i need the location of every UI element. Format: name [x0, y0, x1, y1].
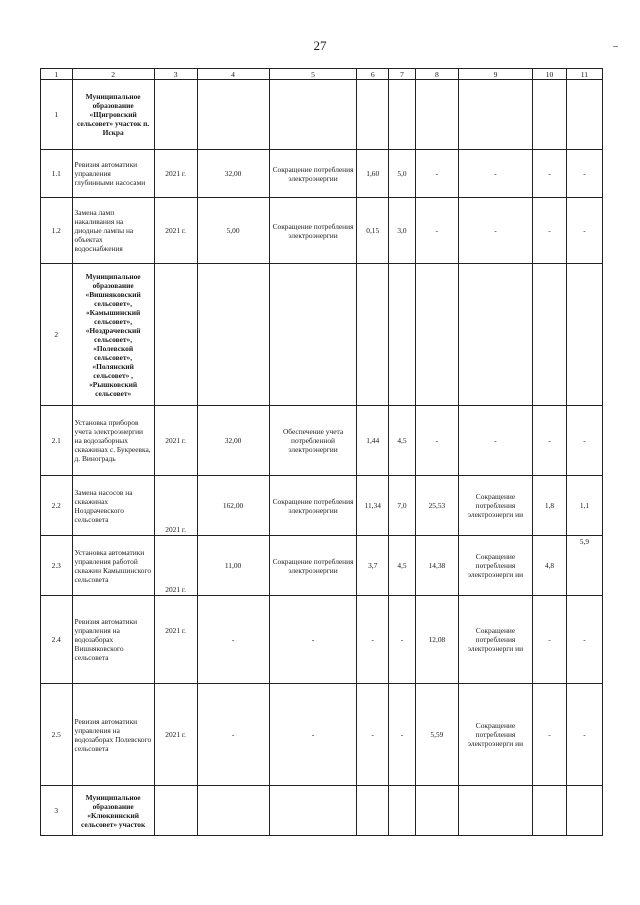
- cost-cell: 5,00: [197, 198, 269, 264]
- value-cell: [416, 786, 459, 836]
- cost-cell: [197, 786, 269, 836]
- value-cell: [388, 80, 415, 150]
- value-cell: 7,0: [388, 476, 415, 536]
- value-cell: -: [566, 596, 602, 684]
- value-cell: [388, 264, 415, 406]
- header-cell: 11: [566, 69, 602, 80]
- effect-cell: Сокращение потребления электроэнерги ии: [458, 684, 532, 786]
- table-row: [41, 476, 603, 536]
- scan-mark: [613, 46, 618, 47]
- value-cell: [357, 80, 389, 150]
- effect-cell: Сокращение потребления электроэнергии: [269, 536, 357, 596]
- value-cell: [533, 786, 567, 836]
- value-cell: -: [357, 596, 389, 684]
- cost-cell: [197, 80, 269, 150]
- table-row: [41, 684, 603, 786]
- period-cell: 2021 г.: [154, 476, 197, 536]
- value-cell: -: [416, 198, 459, 264]
- row-number: 2.1: [41, 406, 73, 476]
- row-number: 1.1: [41, 150, 73, 198]
- value-cell: [533, 264, 567, 406]
- header-cell: 8: [416, 69, 459, 80]
- value-cell: 0,15: [357, 198, 389, 264]
- row-number: 2.4: [41, 596, 73, 684]
- cost-cell: -: [197, 596, 269, 684]
- effect-cell: -: [269, 684, 357, 786]
- effect-cell: [269, 80, 357, 150]
- value-cell: -: [458, 406, 532, 476]
- measure-name: Замена насосов на скважинах Ноздрачевского сельсовета: [72, 476, 154, 536]
- table-row: [41, 198, 603, 264]
- effect-cell: [269, 264, 357, 406]
- value-cell: [458, 786, 532, 836]
- value-cell: 4,8: [533, 536, 567, 596]
- header-cell: 5: [269, 69, 357, 80]
- measure-name: Установка автоматики управления работой скважин Камышинского сельсовета: [72, 536, 154, 596]
- effect-cell: Сокращение потребления электроэнергии: [269, 476, 357, 536]
- effect-cell: Сокращение потребления электроэнерги ии: [458, 536, 532, 596]
- measure-name: Ревизия автоматики управления на водозаборах Полевского сельсовета: [72, 684, 154, 786]
- effect-cell: [458, 80, 532, 150]
- page-number: 27: [313, 38, 327, 53]
- period-cell: 2021 г.: [154, 596, 197, 684]
- cost-cell: -: [197, 684, 269, 786]
- effect-cell: [269, 786, 357, 836]
- table-row: [41, 596, 603, 684]
- cost-cell: 32,00: [197, 406, 269, 476]
- value-cell: 11,34: [357, 476, 389, 536]
- value-cell: [357, 786, 389, 836]
- value-cell: [416, 80, 459, 150]
- header-cell: 6: [357, 69, 389, 80]
- effect-cell: -: [269, 596, 357, 684]
- row-number: 3: [41, 786, 73, 836]
- value-cell: 5,9: [566, 536, 602, 596]
- row-number: 1: [41, 80, 73, 150]
- measure-name: Муниципальное образование «Клюквинский сельсовет» участок: [72, 786, 154, 836]
- value-cell: [357, 264, 389, 406]
- row-number: 1.2: [41, 198, 73, 264]
- measure-name: Установка приборов учета электроэнергии на водозаборных скважинах с. Букреевка, д. Виноградь: [72, 406, 154, 476]
- period-cell: [154, 264, 197, 406]
- value-cell: -: [566, 684, 602, 786]
- measure-name: Ревизия автоматики управления глубинными насосами: [72, 150, 154, 198]
- table-row: [41, 264, 603, 406]
- value-cell: [533, 80, 567, 150]
- value-cell: -: [533, 406, 567, 476]
- value-cell: -: [416, 150, 459, 198]
- value-cell: -: [416, 406, 459, 476]
- value-cell: -: [458, 150, 532, 198]
- table-row: [41, 406, 603, 476]
- measure-name: Муниципальное образование «Вишняковский сельсовет», «Камышинский сельсовет», «Ноздрачевский сельсовет», «Полевской сельсовет», «Полянский сельсовет» , «Рышковский сельсовет»: [72, 264, 154, 406]
- header-cell: 3: [154, 69, 197, 80]
- value-cell: -: [533, 596, 567, 684]
- measure-name: Ревизия автоматики управления на водозаборах Вишняковского сельсовета: [72, 596, 154, 684]
- header-cell: 2: [72, 69, 154, 80]
- header-cell: 4: [197, 69, 269, 80]
- value-cell: 1,1: [566, 476, 602, 536]
- cost-cell: [197, 264, 269, 406]
- value-cell: 5,59: [416, 684, 459, 786]
- table-row: [41, 150, 603, 198]
- cost-cell: 162,00: [197, 476, 269, 536]
- value-cell: -: [458, 198, 532, 264]
- value-cell: 1,8: [533, 476, 567, 536]
- period-cell: 2021 г.: [154, 198, 197, 264]
- header-cell: 7: [388, 69, 415, 80]
- value-cell: 3,7: [357, 536, 389, 596]
- header-cell: 10: [533, 69, 567, 80]
- measure-name: Замена ламп накаливания на диодные лампы на объектах водоснабжения: [72, 198, 154, 264]
- effect-cell: Сокращение потребления электроэнергии: [269, 150, 357, 198]
- row-number: 2.5: [41, 684, 73, 786]
- value-cell: -: [566, 406, 602, 476]
- measure-name: Муниципальное образование «Щигровский сельсовет» участок п. Искра: [72, 80, 154, 150]
- value-cell: -: [566, 150, 602, 198]
- table-row: [41, 80, 603, 150]
- header-cell: 9: [458, 69, 532, 80]
- value-cell: [388, 786, 415, 836]
- row-number: 2.2: [41, 476, 73, 536]
- value-cell: -: [533, 198, 567, 264]
- value-cell: 12,08: [416, 596, 459, 684]
- period-cell: 2021 г.: [154, 536, 197, 596]
- value-cell: 1,44: [357, 406, 389, 476]
- period-cell: 2021 г.: [154, 684, 197, 786]
- row-number: 2: [41, 264, 73, 406]
- cost-cell: 11,00: [197, 536, 269, 596]
- effect-cell: Сокращение потребления электроэнерги ии: [458, 476, 532, 536]
- table-row: [41, 786, 603, 836]
- value-cell: 3,0: [388, 198, 415, 264]
- value-cell: 4,5: [388, 536, 415, 596]
- value-cell: 1,60: [357, 150, 389, 198]
- period-cell: [154, 80, 197, 150]
- row-number: 2.3: [41, 536, 73, 596]
- effect-cell: Обеспечение учета потребленной электроэнергии: [269, 406, 357, 476]
- value-cell: [566, 80, 602, 150]
- measures-table-container: [40, 68, 603, 836]
- period-cell: 2021 г.: [154, 406, 197, 476]
- value-cell: -: [357, 684, 389, 786]
- value-cell: -: [533, 684, 567, 786]
- header-row: [41, 69, 603, 80]
- value-cell: [566, 264, 602, 406]
- value-cell: -: [388, 684, 415, 786]
- value-cell: -: [533, 150, 567, 198]
- value-cell: 5,0: [388, 150, 415, 198]
- period-cell: 2021 г.: [154, 150, 197, 198]
- header-cell: 1: [41, 69, 73, 80]
- value-cell: [566, 786, 602, 836]
- value-cell: 25,53: [416, 476, 459, 536]
- effect-cell: Сокращение потребления электроэнергии: [269, 198, 357, 264]
- measures-table: [40, 68, 603, 836]
- effect-cell: [458, 264, 532, 406]
- value-cell: -: [388, 596, 415, 684]
- value-cell: [416, 264, 459, 406]
- value-cell: 4,5: [388, 406, 415, 476]
- period-cell: [154, 786, 197, 836]
- value-cell: -: [566, 198, 602, 264]
- value-cell: 14,38: [416, 536, 459, 596]
- table-row: [41, 536, 603, 596]
- effect-cell: Сокращение потребления электроэнерги ии: [458, 596, 532, 684]
- cost-cell: 32,00: [197, 150, 269, 198]
